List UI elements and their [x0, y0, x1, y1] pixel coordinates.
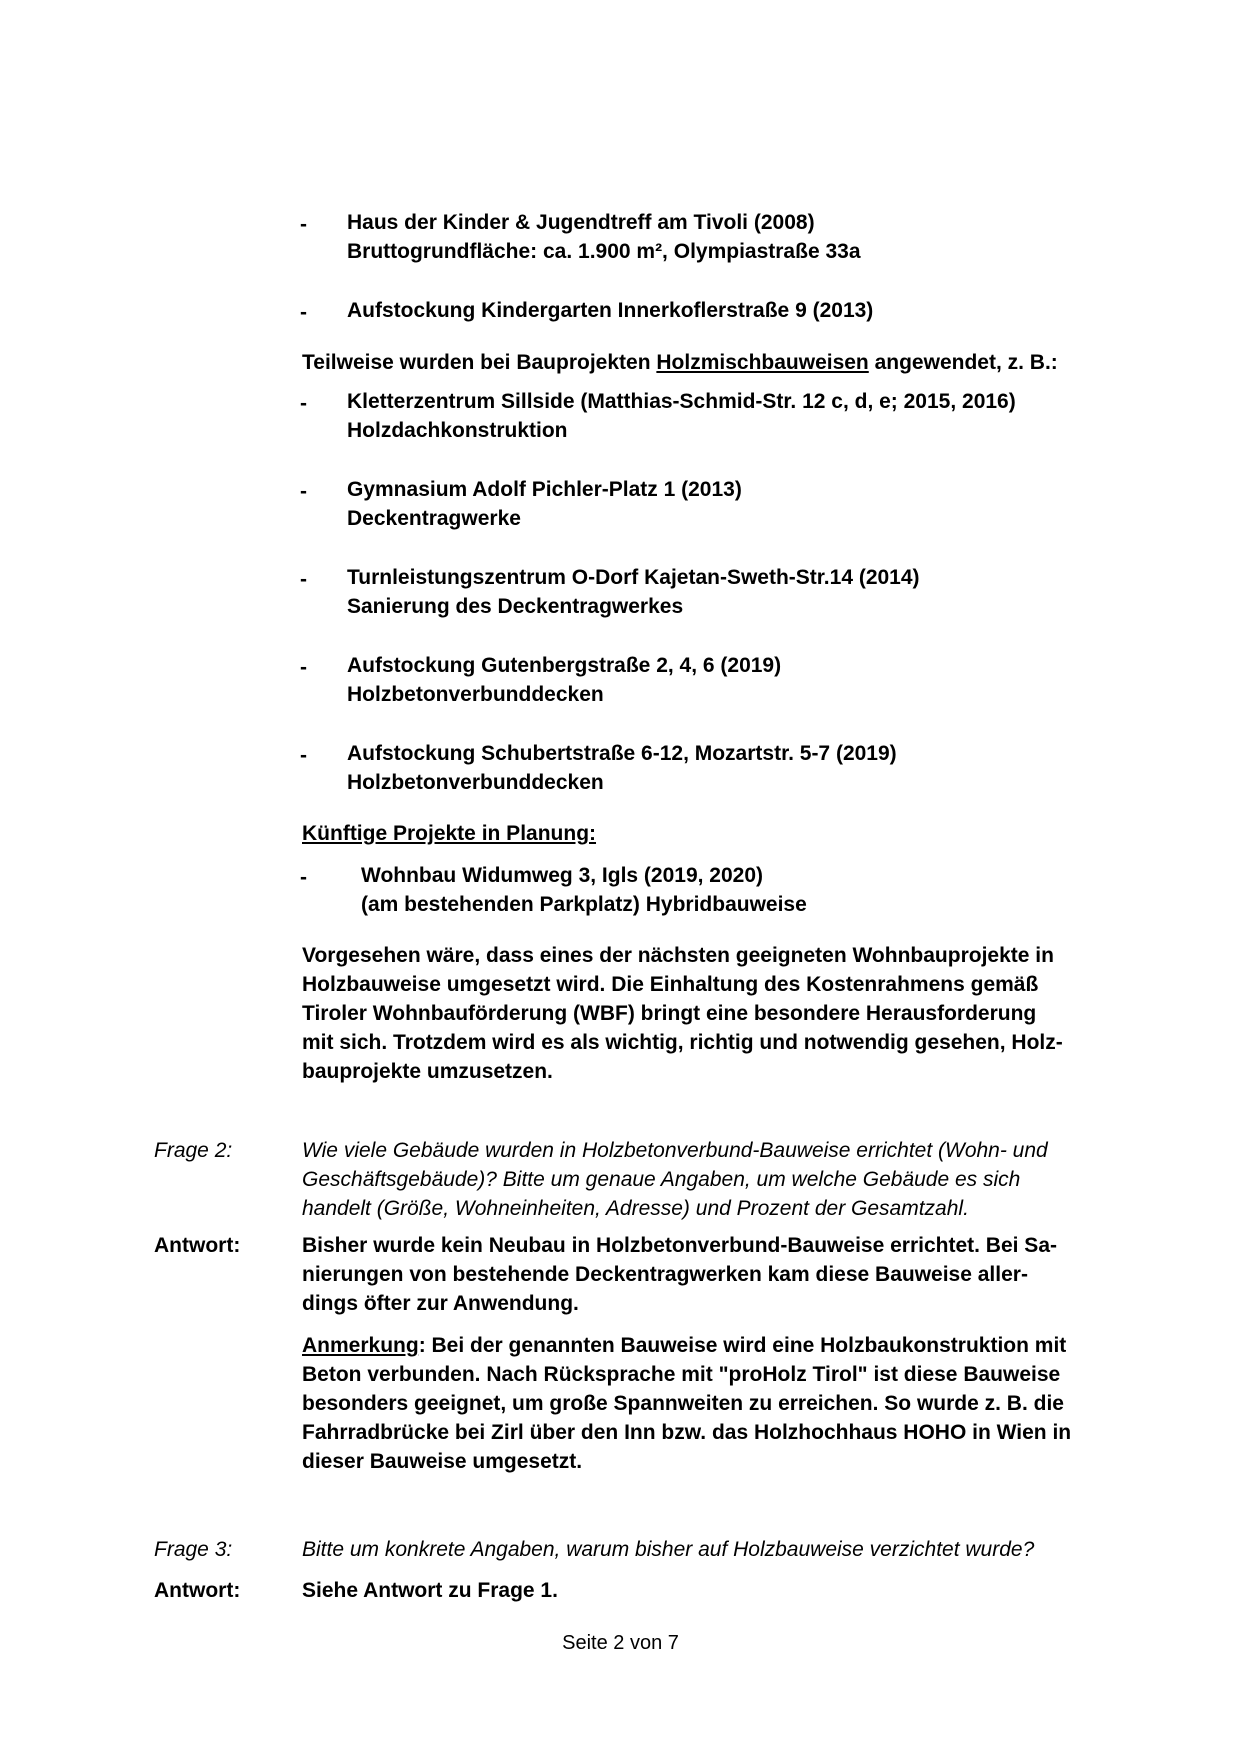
list-dash: - — [300, 744, 307, 767]
paragraph: Vorgesehen wäre, dass eines der nächsten geeigneten Wohnbauprojekte in Holzbauweise umgesetzt wird. Die Einhaltung des Kostenrahmens gemäß Tiroler Wohnbauförderung (WBF) bringt eine besondere Herausforderung mit sich. Trotzdem wird es als wichtig, richtig und notwendig gesehen, Holz- bauprojekte umzusetzen. — [302, 944, 1063, 1083]
question-label: Frage 3: — [154, 1538, 233, 1561]
list-dash: - — [300, 656, 307, 679]
answer-text: Siehe Antwort zu Frage 1. — [302, 1579, 558, 1602]
list-dash: - — [300, 213, 307, 236]
list-item: Gymnasium Adolf Pichler-Platz 1 (2013) Deckentragwerke — [347, 478, 742, 530]
question-text: Bitte um konkrete Angaben, warum bisher auf Holzbauweise verzichtet wurde? — [302, 1538, 1035, 1561]
list-dash: - — [300, 480, 307, 503]
list-item: Kletterzentrum Sillside (Matthias-Schmid-Str. 12 c, d, e; 2015, 2016) Holzdachkonstruktion — [347, 390, 1016, 442]
list-dash: - — [300, 392, 307, 415]
question-text: Wie viele Gebäude wurden in Holzbetonverbund-Bauweise errichtet (Wohn- und Geschäftsgebäude)? Bitte um genaue Angaben, um welche Gebäude es sich handelt (Größe, Wohneinheiten, Adresse) und Prozent der Gesamtzahl. — [302, 1139, 1048, 1220]
page-number: Seite 2 von 7 — [562, 1632, 679, 1654]
list-dash: - — [300, 301, 307, 324]
question-label: Frage 2: — [154, 1139, 233, 1162]
list-item: Haus der Kinder & Jugendtreff am Tivoli (2008) Bruttogrundfläche: ca. 1.900 m², Olympiastraße 33a — [347, 211, 861, 263]
list-item: Turnleistungszentrum O-Dorf Kajetan-Sweth-Str.14 (2014) Sanierung des Deckentragwerkes — [347, 566, 920, 618]
list-item: Aufstockung Gutenbergstraße 2, 4, 6 (2019) Holzbetonverbunddecken — [347, 654, 782, 706]
answer-label: Antwort: — [154, 1579, 241, 1602]
list-dash: - — [300, 568, 307, 591]
intro-line: Teilweise wurden bei Bauprojekten Holzmischbauweisen angewendet, z. B.: — [302, 351, 1058, 374]
answer-text: Bisher wurde kein Neubau in Holzbetonverbund-Bauweise errichtet. Bei Sa- nierungen von bestehende Deckentragwerken kam diese Bauweise aller- dings öfter zur Anwendung. — [302, 1234, 1057, 1315]
note-text: Anmerkung: Bei der genannten Bauweise wird eine Holzbaukonstruktion mit Beton verbunden. Nach Rücksprache mit "proHolz Tirol" ist diese Bauweise besonders geeignet, um große Spannweiten zu erreichen. So wurde z. B. die Fahrradbrücke bei Zirl über den Inn bzw. das Holzhochhaus HOHO in Wien in dieser Bauweise umgesetzt. — [302, 1334, 1072, 1473]
list-item: Aufstockung Schubertstraße 6-12, Mozartstr. 5-7 (2019) Holzbetonverbunddecken — [347, 742, 897, 794]
future-heading: Künftige Projekte in Planung: — [302, 822, 597, 845]
list-dash: - — [300, 866, 307, 889]
answer-label: Antwort: — [154, 1234, 241, 1257]
list-item: Wohnbau Widumweg 3, Igls (2019, 2020) (am bestehenden Parkplatz) Hybridbauweise — [361, 864, 807, 916]
list-item: Aufstockung Kindergarten Innerkoflerstraße 9 (2013) — [347, 299, 874, 322]
